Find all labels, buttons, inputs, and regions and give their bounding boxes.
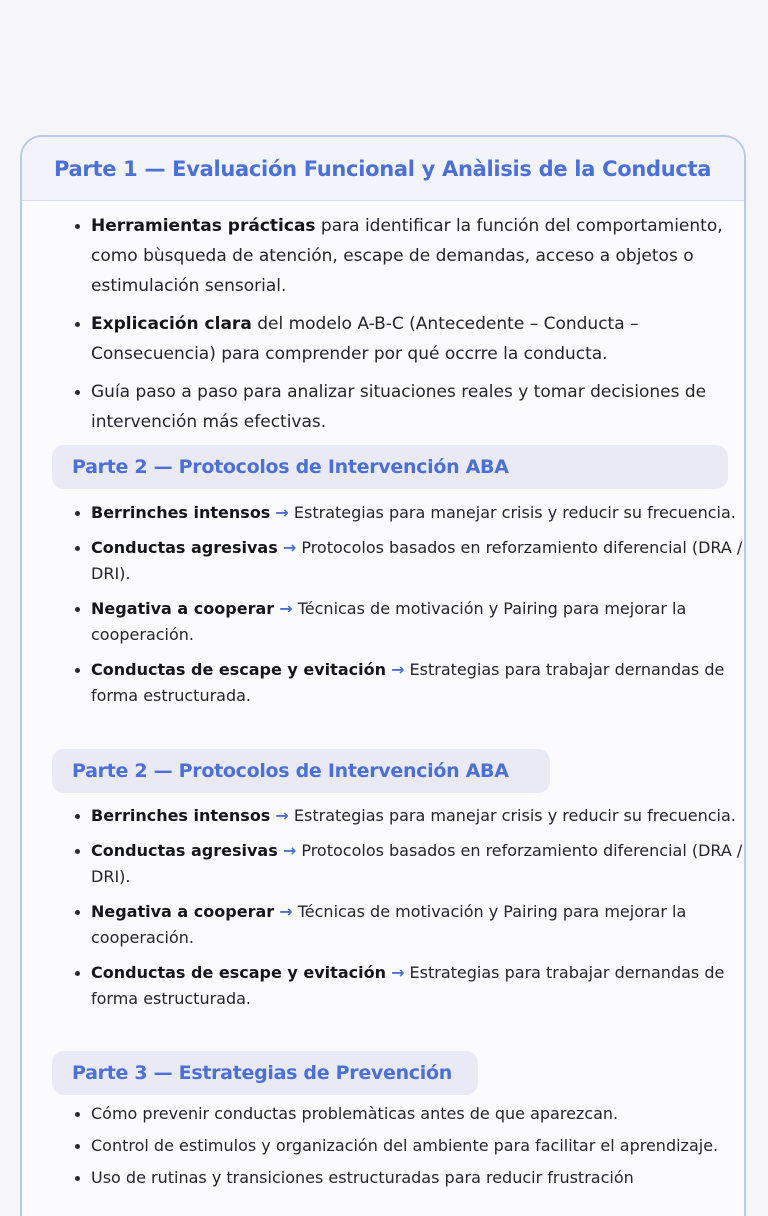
part2b-title: Parte 2 — Protocolos de Intervención ABA bbox=[72, 760, 509, 782]
list-item: Conductas agresivas → Protocolos basados en reforzamiento diferencial (DRA / DRI). bbox=[70, 535, 746, 587]
arrow-icon: → bbox=[275, 503, 289, 522]
list-item: Negativa a cooperar → Técnicas de motivación y Pairing para mejorar la cooperación. bbox=[70, 596, 746, 648]
arrow-icon: → bbox=[391, 963, 405, 982]
part1-list bbox=[70, 211, 746, 445]
arrow-icon: → bbox=[282, 538, 297, 557]
arrow-icon: → bbox=[279, 902, 293, 921]
part3-title: Parte 3 — Estrategias de Prevención bbox=[72, 1062, 452, 1084]
list-item: Conductas de escape y evitación → Estrategias para trabajar dernandas de forma estructurada. bbox=[70, 960, 746, 1012]
list-item: Guía paso a paso para analizar situaciones reales y tomar decisiones de intervención más efectivas. bbox=[70, 377, 746, 437]
part1-title: Parte 1 — Evaluación Funcional y Anàlisis de la Conducta bbox=[54, 156, 712, 181]
arrow-icon: → bbox=[279, 599, 293, 618]
list-item: Berrinches intensos → Estrategias para manejar crisis y reducir su frecuencia. bbox=[70, 803, 746, 829]
list-item: Berrinches intensos → Estrategias para manejar crisis y reducir su frecuencia. bbox=[70, 500, 746, 526]
list-item: Control de estimulos y organización del ambiente para facilitar el aprendizaje. bbox=[70, 1131, 746, 1160]
list-item: Conductas de escape y evitación → Estrategias para trabajar dernandas de forma estructurada. bbox=[70, 657, 746, 709]
list-item: Negativa a cooperar → Técnicas de motivación y Pairing para mejorar la cooperación. bbox=[70, 899, 746, 951]
part2b-list bbox=[70, 803, 746, 1021]
list-item: Herramientas prácticas para identificar la función del comportamiento, como bùsqueda de atención, escape de demandas, acceso a objetos o estimulación sensorial. bbox=[70, 211, 746, 301]
list-item: Explicación clara del modelo A-B-C (Antecedente – Conducta – Consecuencia) para comprender por qué occrre la conducta. bbox=[70, 309, 746, 369]
part2a-header bbox=[52, 445, 728, 489]
part3-header bbox=[52, 1051, 478, 1095]
part2a-title: Parte 2 — Protocolos de Intervención ABA bbox=[72, 456, 509, 478]
part2a-list bbox=[70, 500, 746, 718]
arrow-icon: → bbox=[275, 806, 289, 825]
arrow-icon: → bbox=[391, 660, 405, 679]
list-item: Cómo prevenir conductas problemàticas antes de que aparezcan. bbox=[70, 1099, 746, 1128]
content-card bbox=[20, 135, 746, 1216]
part1-header bbox=[22, 137, 744, 201]
part3-list bbox=[70, 1099, 746, 1195]
list-item: Uso de rutinas y transiciones estructuradas para reducir frustración bbox=[70, 1163, 746, 1192]
part2b-header bbox=[52, 749, 550, 793]
arrow-icon: → bbox=[282, 841, 297, 860]
list-item: Conductas agresivas → Protocolos basados en reforzamiento diferencial (DRA / DRI). bbox=[70, 838, 746, 890]
